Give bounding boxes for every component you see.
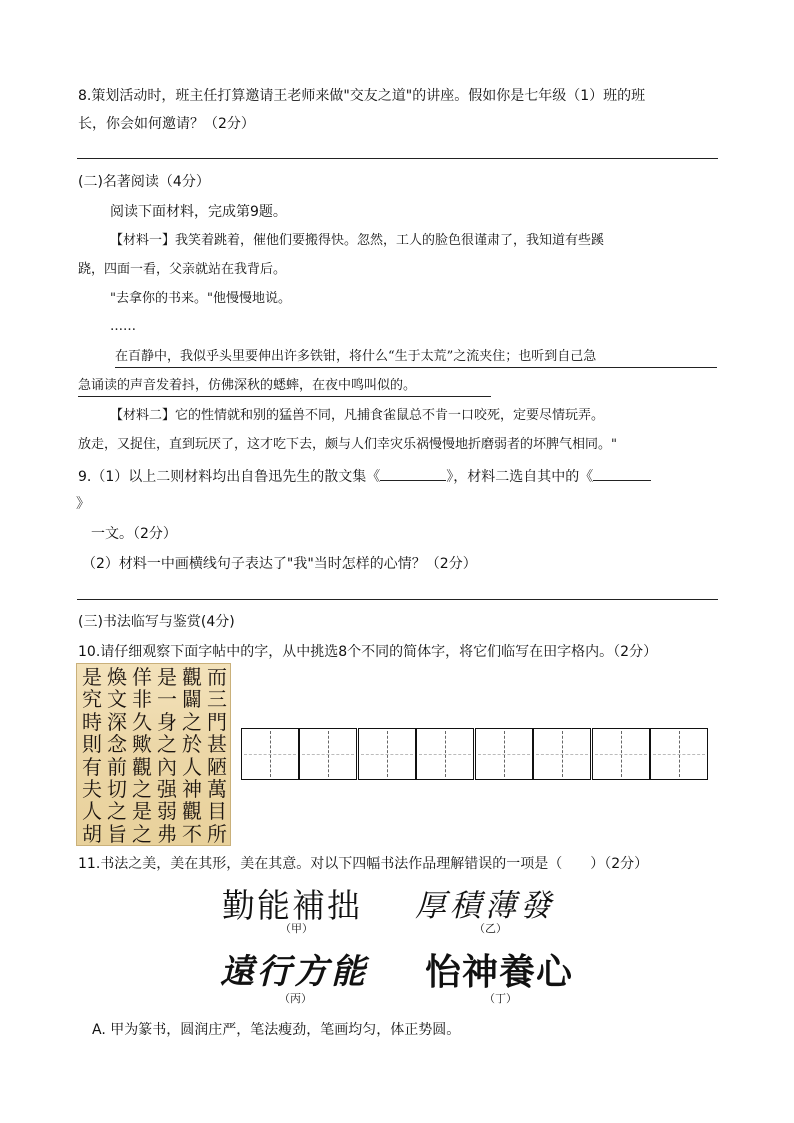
answer-line-q9 bbox=[77, 599, 718, 600]
material1-line2: 跷，四面一看，父亲就站在我背后。 bbox=[78, 262, 287, 277]
practice-cell-7[interactable] bbox=[592, 728, 650, 780]
practice-cell-1[interactable] bbox=[241, 728, 299, 780]
copybook-column-4: 是一身之內强弱弗 bbox=[157, 665, 177, 846]
copybook-image bbox=[76, 663, 231, 846]
practice-cell-8[interactable] bbox=[650, 728, 708, 780]
calligraphy-work-jia: 勤能補拙 bbox=[222, 886, 362, 925]
caption-yi: （乙） bbox=[474, 922, 507, 935]
calligraphy-work-ding: 怡神養心 bbox=[425, 951, 574, 993]
practice-grid-pair-4 bbox=[592, 728, 708, 780]
material1-underlined-line1: 在百静中，我似乎头里要伸出许多铁钳，将什么“生于太荒”之流夹住；也听到自己急 bbox=[115, 347, 717, 368]
caption-bing: （丙） bbox=[279, 992, 312, 1005]
copybook-column-2: 煥文深念前切之旨 bbox=[107, 665, 127, 846]
section2-heading: (二)名著阅读（4分） bbox=[78, 174, 210, 190]
calligraphy-work-bing: 遠行方能 bbox=[220, 952, 368, 992]
q9-part1-text-a: 9.（1）以上二则材料均出自鲁迅先生的散文集《 bbox=[78, 469, 381, 485]
copybook-column-6: 而三門甚陋萬目所 bbox=[207, 665, 227, 846]
q8-line1: 8.策划活动时，班主任打算邀请王老师来做"交友之道"的讲座。假如你是七年级（1）班的班 bbox=[78, 88, 646, 104]
practice-grid-pair-3 bbox=[475, 728, 591, 780]
q9-part2: （2）材料一中画横线句子表达了"我"当时怎样的心情？（2分） bbox=[82, 556, 477, 572]
practice-cell-4[interactable] bbox=[416, 728, 474, 780]
q10-text: 10.请仔细观察下面字帖中的字，从中挑选8个不同的简体字，将它们临写在田字格内。（2分） bbox=[78, 644, 658, 660]
q9-blank-title[interactable] bbox=[593, 466, 651, 481]
material2-line1: 【材料二】它的性情就和别的猛兽不同，凡捕食雀鼠总不肯一口咬死，定要尽情玩弄。 bbox=[110, 408, 605, 423]
material1-ellipsis: …… bbox=[110, 319, 136, 334]
caption-ding: （丁） bbox=[484, 992, 517, 1005]
caption-jia: （甲） bbox=[280, 922, 313, 935]
material2-line2: 放走，又捉住，直到玩厌了，这才吃下去，颇与人们幸灾乐祸慢慢地折磨弱者的坏脾气相同。" bbox=[78, 437, 617, 452]
q9-part1-text-b: 》，材料二选自其中的《 bbox=[446, 469, 594, 485]
practice-grid-pair-2 bbox=[358, 728, 474, 780]
section3-heading: (三)书法临写与鉴赏(4分) bbox=[78, 614, 235, 630]
practice-grid-pair-1 bbox=[241, 728, 357, 780]
q11-text: 11.书法之美，美在其形，美在其意。对以下四幅书法作品理解错误的一项是（ ）（2分） bbox=[78, 856, 649, 872]
q9-part1-suffix: 一文。（2分） bbox=[91, 526, 177, 542]
copybook-column-3: 佯非久歟觀之是之 bbox=[132, 665, 152, 846]
material1-line1: 【材料一】我笑着跳着，催他们要搬得快。忽然，工人的脸色很谨肃了，我知道有些蹊 bbox=[110, 233, 605, 248]
q11-option-a: A. 甲为篆书，圆润庄严，笔法瘦劲，笔画均匀，体正势圆。 bbox=[92, 1022, 461, 1038]
practice-cell-5[interactable] bbox=[475, 728, 533, 780]
calligraphy-work-yi: 厚積薄發 bbox=[415, 888, 555, 924]
q8-line2: 长，你会如何邀请？（2分） bbox=[78, 116, 255, 132]
practice-cell-3[interactable] bbox=[358, 728, 416, 780]
practice-cell-6[interactable] bbox=[533, 728, 591, 780]
q9-closing-bracket: 》 bbox=[76, 496, 90, 512]
q9-part1 bbox=[78, 466, 651, 487]
q9-blank-collection[interactable] bbox=[380, 466, 446, 481]
copybook-column-5: 觀闢之於人神觀不 bbox=[182, 665, 202, 846]
copybook-column-1: 是究時則有夫人胡 bbox=[82, 665, 102, 846]
material1-line3: "去拿你的书来。"他慢慢地说。 bbox=[110, 291, 291, 306]
answer-line-q8 bbox=[77, 158, 718, 159]
practice-cell-2[interactable] bbox=[299, 728, 357, 780]
material1-underlined-line2: 急诵读的声音发着抖，仿佛深秋的蟋蟀，在夜中鸣叫似的。 bbox=[78, 376, 491, 397]
section2-instruction: 阅读下面材料，完成第9题。 bbox=[110, 204, 287, 220]
